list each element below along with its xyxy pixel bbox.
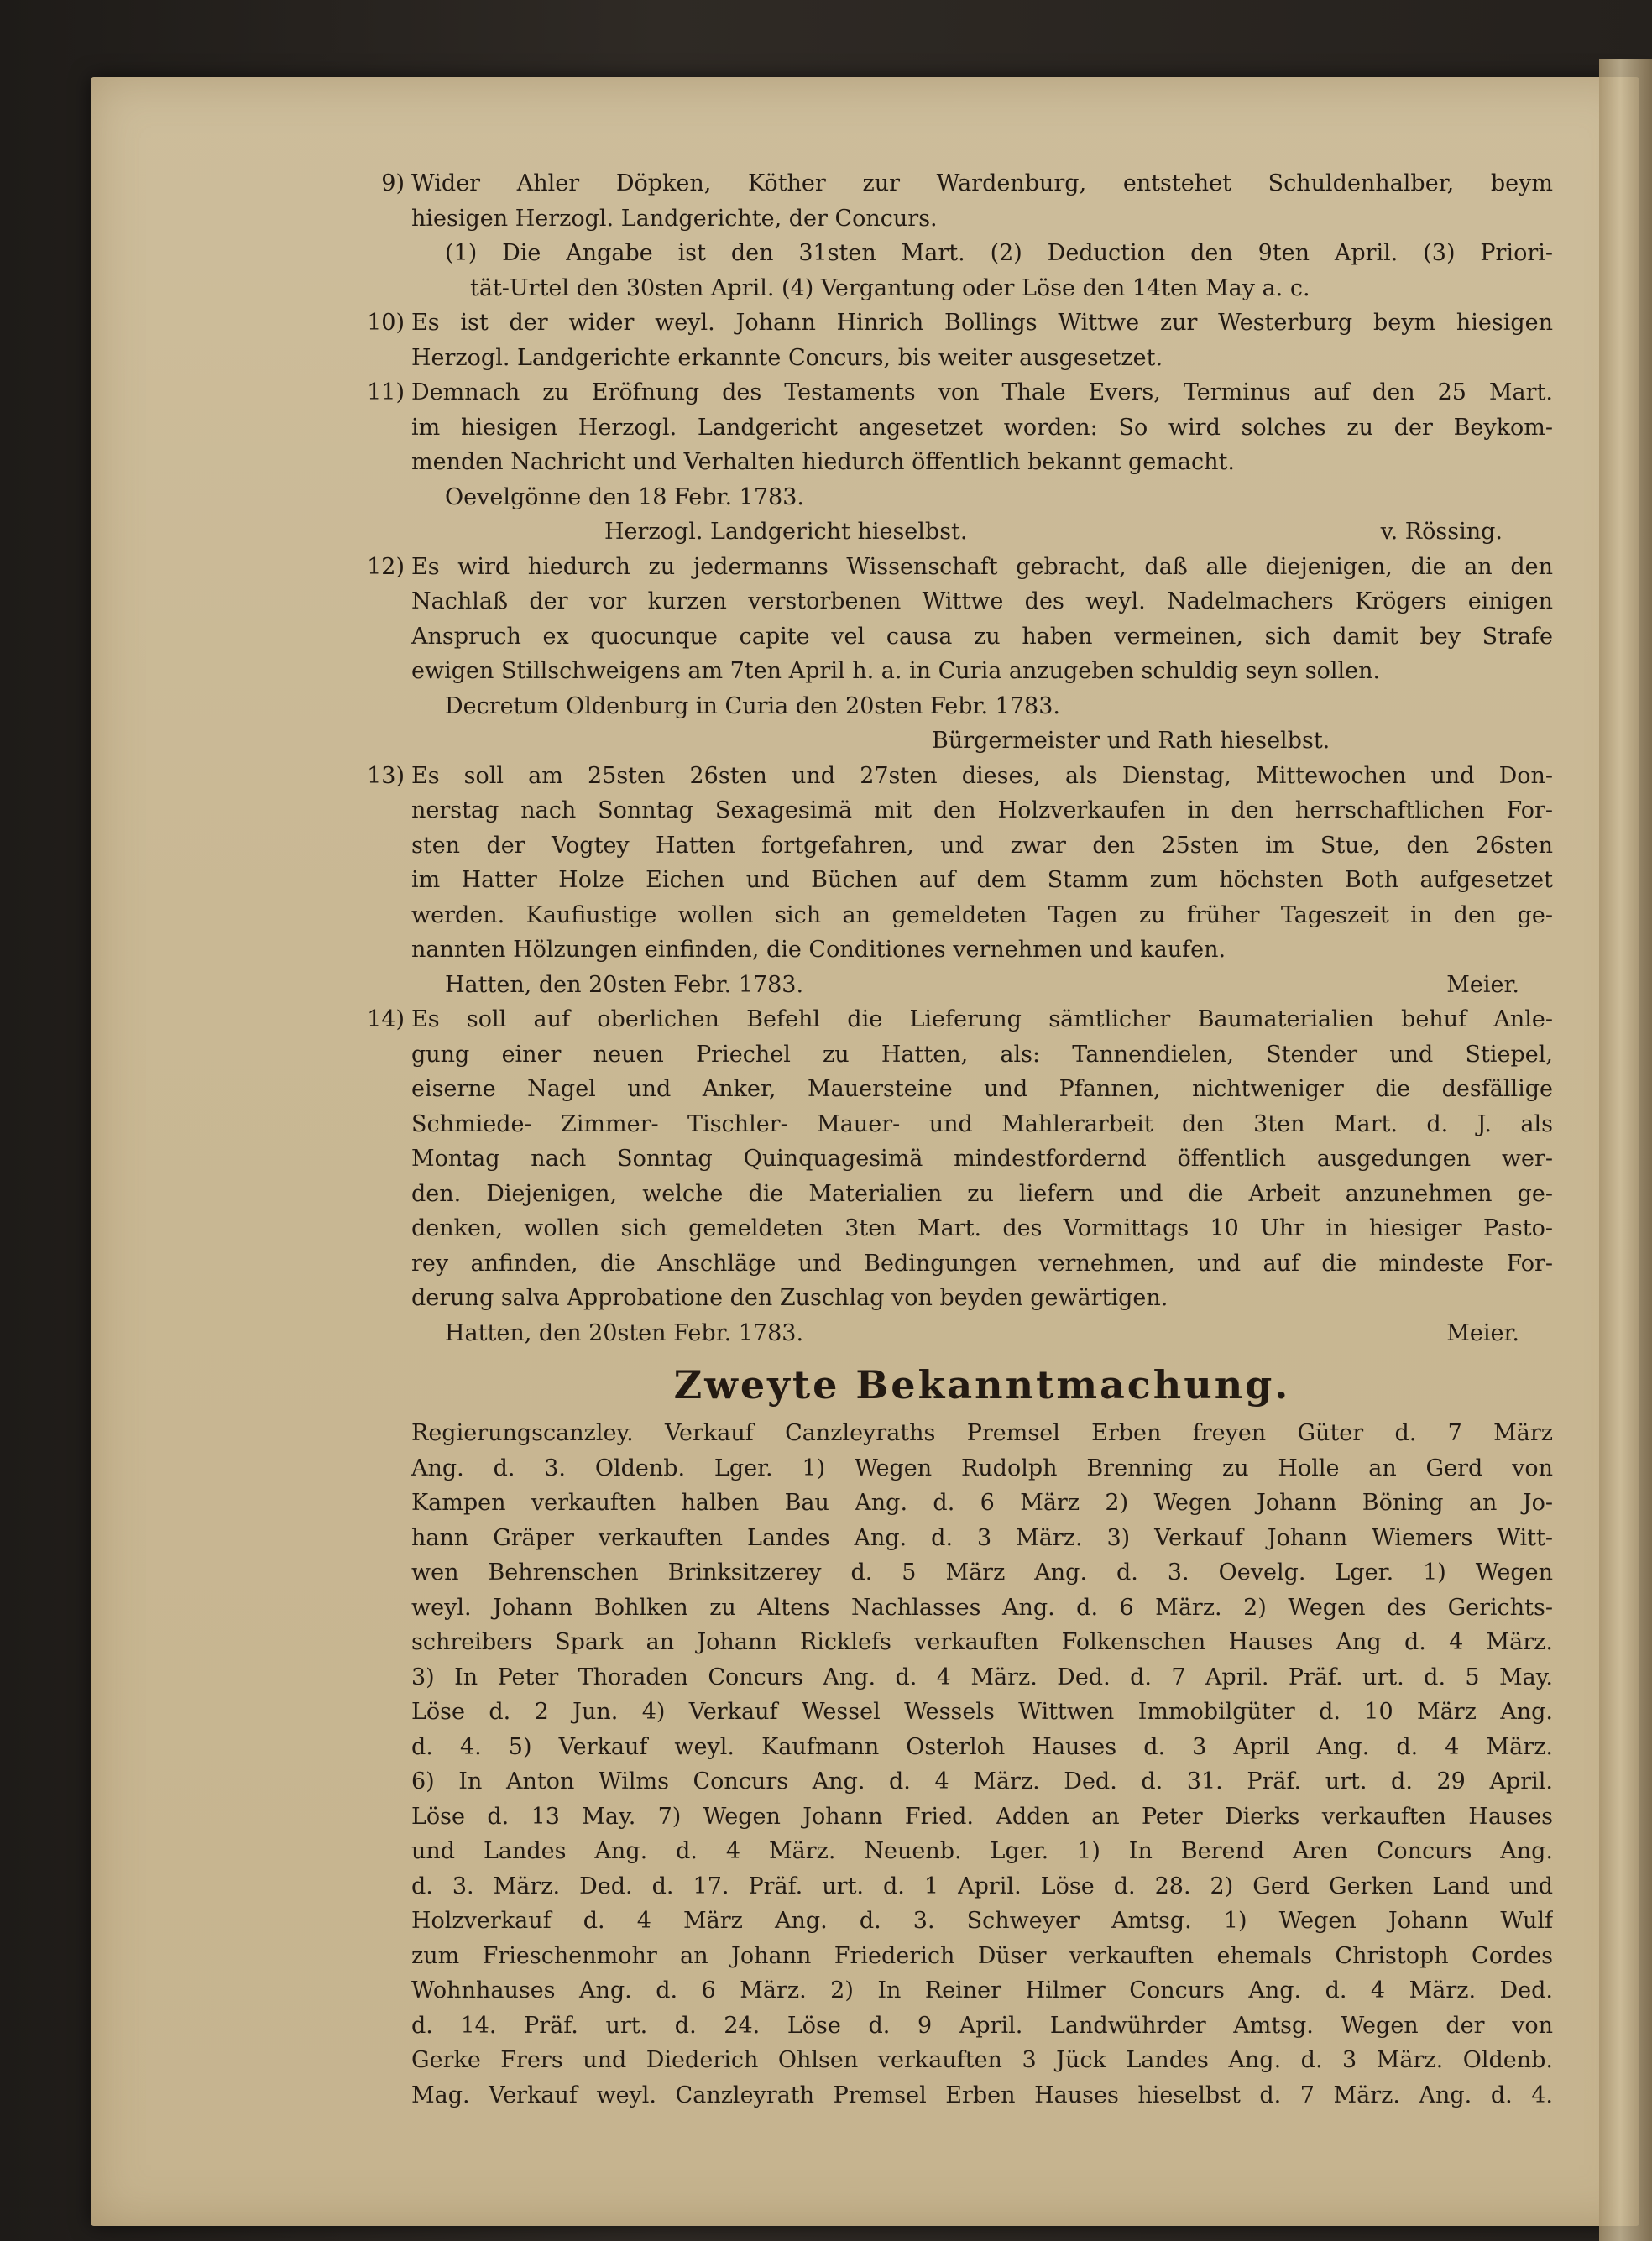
notice-number: 10) [367, 310, 405, 336]
text-line: Montag nach Sonntag Quinquagesimä mindestfordernd öffentlich ausgedungen wer- [411, 1146, 1553, 1172]
text-line: denken, wollen sich gemeldeten 3ten Mart. des Vormittags 10 Uhr in hiesiger Pasto- [411, 1215, 1553, 1241]
text-line: Löse d. 13 May. 7) Wegen Johann Fried. Adden an Peter Dierks verkauften Hauses [411, 1803, 1553, 1830]
text-line: ewigen Stillschweigens am 7ten April h. a. in Curia anzugeben schuldig seyn sollen. [411, 658, 1381, 684]
text-line: schreibers Spark an Johann Ricklefs verkauften Folkenschen Hauses Ang d. 4 März. [411, 1629, 1553, 1655]
text-line: Wider Ahler Döpken, Köther zur Wardenburg, entstehet Schuldenhalber, beym [411, 170, 1553, 196]
notice-9 [381, 166, 1553, 306]
text-line: sten der Vogtey Hatten fortgefahren, und zwar den 25sten im Stue, den 26sten [411, 832, 1553, 859]
text-line: rey anfinden, die Anschläge und Bedingungen vernehmen, und auf die mindeste For- [411, 1250, 1553, 1277]
text-line: Es ist der wider weyl. Johann Hinrich Bollings Wittwe zur Westerburg beym hiesigen [411, 310, 1553, 336]
notice-number: 14) [367, 1006, 405, 1032]
second-announcements [411, 1416, 1553, 2113]
place-date: Oevelgönne den 18 Febr. 1783. [445, 483, 804, 510]
notice-number: 9) [381, 170, 405, 196]
text-line: menden Nachricht und Verhalten hiedurch öffentlich bekannt gemacht. [411, 449, 1235, 475]
signature-line [411, 1316, 1553, 1351]
signature-name: Meier. [1446, 971, 1519, 998]
signature-line [411, 968, 1553, 1003]
text-line: hann Gräper verkauften Landes Ang. d. 3 März. 3) Verkauf Johann Wiemers Witt- [411, 1524, 1553, 1551]
place-date: Decretum Oldenburg in Curia den 20sten Febr. 1783. [445, 692, 1060, 719]
text-line: (1) Die Angabe ist den 31sten Mart. (2) Deduction den 9ten April. (3) Priori- [445, 240, 1553, 266]
text-line: 6) In Anton Wilms Concurs Ang. d. 4 März. Ded. d. 31. Präf. urt. d. 29 April. [411, 1768, 1553, 1794]
notice-number: 11) [367, 379, 405, 405]
text-line: tät-Urtel den 30sten April. (4) Vergantung oder Löse den 14ten May a. c. [470, 274, 1310, 301]
next-page-edge [1599, 59, 1652, 2241]
text-line: Schmiede- Zimmer- Tischler- Mauer- und Mahlerarbeit den 3ten Mart. d. J. als [411, 1110, 1553, 1137]
notice-12 [367, 550, 1553, 759]
text-line: Regierungscanzley. Verkauf Canzleyraths Premsel Erben freyen Güter d. 7 März [411, 1420, 1553, 1446]
text-line: weyl. Johann Bohlken zu Altens Nachlasses Ang. d. 6 März. 2) Wegen des Gerichts- [411, 1594, 1553, 1621]
signature-name: v. Rössing. [1380, 519, 1503, 545]
text-line: Es soll am 25sten 26sten und 27sten dieses, als Dienstag, Mittewochen und Don- [411, 762, 1553, 789]
text-line: nannten Hölzungen einfinden, die Conditiones vernehmen und kaufen. [411, 937, 1226, 963]
text-line: d. 4. 5) Verkauf weyl. Kaufmann Osterloh Hauses d. 3 April Ang. d. 4 März. [411, 1733, 1553, 1760]
text-line: Es soll auf oberlichen Befehl die Lieferung sämtlicher Baumaterialien behuf Anle- [411, 1006, 1553, 1032]
text-line: nerstag nach Sonntag Sexagesimä mit den Holzverkaufen in den herrschaftlichen For- [411, 797, 1553, 823]
text-line: hiesigen Herzogl. Landgerichte, der Concurs. [411, 205, 938, 232]
section-heading: Zweyte Bekanntmachung. [673, 1362, 1291, 1408]
text-line: Herzogl. Landgerichte erkannte Concurs, bis weiter ausgesetzet. [411, 344, 1163, 371]
signature-line [411, 515, 1553, 550]
notice-10 [367, 306, 1553, 375]
text-line: Kampen verkauften halben Bau Ang. d. 6 März 2) Wegen Johann Böning an Jo- [411, 1490, 1553, 1516]
notice-11 [367, 375, 1553, 550]
text-line: Holzverkauf d. 4 März Ang. d. 3. Schweyer Amtsg. 1) Wegen Johann Wulf [411, 1908, 1553, 1934]
text-line: d. 3. März. Ded. d. 17. Präf. urt. d. 1 April. Löse d. 28. 2) Gerd Gerken Land und [411, 1873, 1553, 1899]
text-line: im Hatter Holze Eichen und Büchen auf dem Stamm zum höchsten Both aufgesetzet [411, 867, 1553, 893]
text-line: im hiesigen Herzogl. Landgericht angesetzet worden: So wird solches zu der Beykom- [411, 414, 1553, 441]
text-line: werden. Kaufiustige wollen sich an gemeldeten Tagen zu früher Tageszeit in den ge- [411, 901, 1553, 928]
text-line: Nachlaß der vor kurzen verstorbenen Wittwe des weyl. Nadelmachers Krögers einigen [411, 588, 1553, 614]
text-line: Gerke Frers und Diederich Ohlsen verkauften 3 Jück Landes Ang. d. 3 März. Oldenb. [411, 2047, 1553, 2073]
text-line: Es wird hiedurch zu jedermanns Wissenschaft gebracht, daß alle diejenigen, die an den [411, 553, 1553, 580]
signature-authority: Herzogl. Landgericht hieselbst. [604, 519, 968, 545]
place-date: Hatten, den 20sten Febr. 1783. [445, 971, 804, 998]
place-date: Hatten, den 20sten Febr. 1783. [445, 1319, 804, 1346]
page-text [367, 166, 1553, 2113]
text-line: Mag. Verkauf weyl. Canzleyrath Premsel Erben Hauses hieselbst d. 7 März. Ang. d. 4. [411, 2082, 1553, 2108]
text-line: eiserne Nagel und Anker, Mauersteine und Pfannen, nichtweniger die desfällige [411, 1076, 1553, 1102]
notice-number: 12) [367, 553, 405, 580]
text-line: Ang. d. 3. Oldenb. Lger. 1) Wegen Rudolph Brenning zu Holle an Gerd von [411, 1455, 1553, 1481]
text-line: wen Behrenschen Brinksitzerey d. 5 März Ang. d. 3. Oevelg. Lger. 1) Wegen [411, 1559, 1553, 1585]
text-line: gung einer neuen Priechel zu Hatten, als: Tannendielen, Stender und Stiepel, [411, 1041, 1553, 1068]
text-line: und Landes Ang. d. 4 März. Neuenb. Lger. 1) In Berend Aren Concurs Ang. [411, 1838, 1553, 1864]
text-line: Löse d. 2 Jun. 4) Verkauf Wessel Wessels Wittwen Immobilgüter d. 10 März Ang. [411, 1699, 1553, 1725]
text-line: den. Diejenigen, welche die Materialien zu liefern und die Arbeit anzunehmen ge- [411, 1180, 1553, 1207]
text-line: d. 14. Präf. urt. d. 24. Löse d. 9 April. Landwührder Amtsg. Wegen der von [411, 2012, 1553, 2039]
signature-name: Meier. [1446, 1319, 1519, 1346]
text-line: 3) In Peter Thoraden Concurs Ang. d. 4 März. Ded. d. 7 April. Präf. urt. d. 5 May. [411, 1664, 1553, 1690]
text-line: zum Frieschenmohr an Johann Friederich Düser verkauften ehemals Christoph Cordes [411, 1942, 1553, 1969]
text-line: Wohnhauses Ang. d. 6 März. 2) In Reiner Hilmer Concurs Ang. d. 4 März. Ded. [411, 1977, 1553, 2003]
text-line: derung salva Approbatione den Zuschlag von beyden gewärtigen. [411, 1285, 1168, 1311]
signature-authority: Bürgermeister und Rath hieselbst. [932, 728, 1330, 754]
notice-13 [367, 759, 1553, 1003]
text-line: Demnach zu Eröfnung des Testaments von Thale Evers, Terminus auf den 25 Mart. [411, 379, 1553, 405]
notice-number: 13) [367, 762, 405, 789]
signature-line [411, 723, 1553, 759]
notice-14 [367, 1002, 1553, 1350]
text-line: Anspruch ex quocunque capite vel causa zu haben vermeinen, sich damit bey Strafe [411, 623, 1553, 650]
